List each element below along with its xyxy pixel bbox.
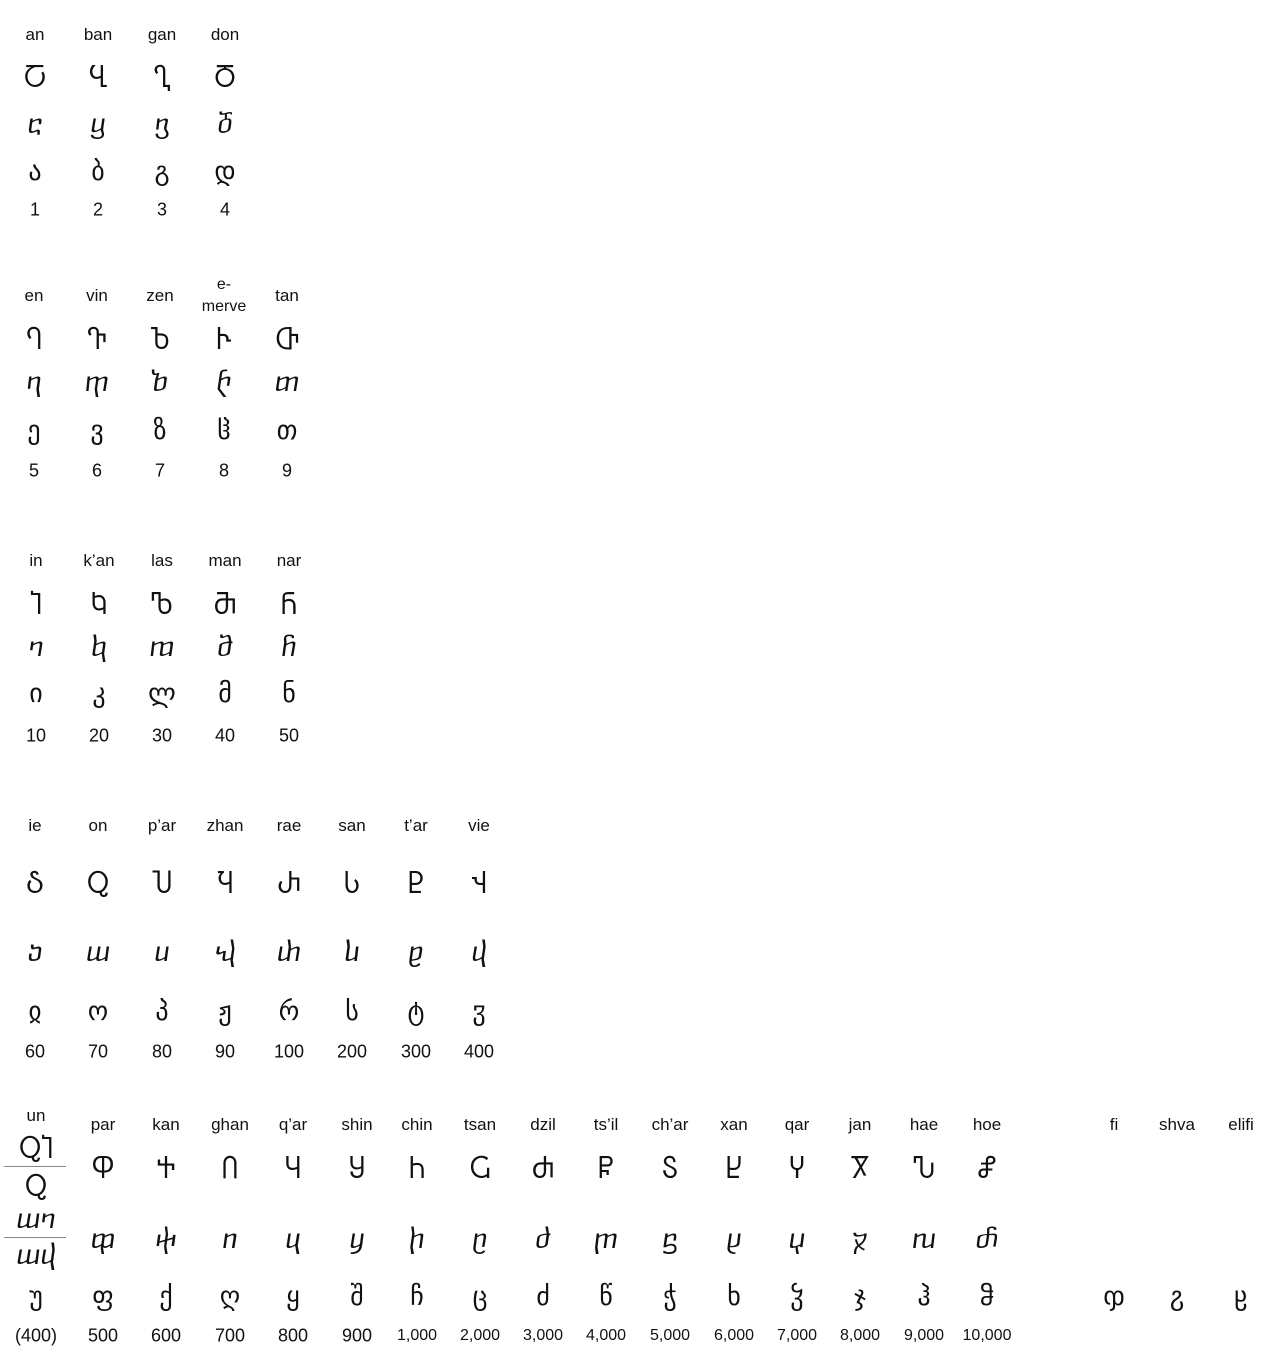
asomtavruli-letter: Ⴆ	[150, 326, 170, 356]
nuskhuri-letter: ⴖ	[222, 1225, 238, 1255]
un-nuskhuri-pair: ⴍⴈ	[16, 1205, 56, 1235]
nuskhuri-letter: ⴥ	[975, 1225, 999, 1255]
asomtavruli-letter: Ⴇ	[275, 326, 299, 356]
nuskhuri-letter: ⴢ	[27, 938, 43, 968]
numeric-value: 5	[28, 460, 40, 481]
nuskhuri-letter: ⴁ	[90, 110, 106, 140]
un-numeric-value: (400)	[14, 1325, 58, 1346]
nuskhuri-letter: ⴡ	[216, 368, 232, 398]
numeric-value: 4,000	[585, 1327, 627, 1344]
mkhedruli-letter: ჱ	[217, 416, 231, 446]
un-asomtavruli-pair: ႭႨ	[19, 1135, 53, 1165]
nuskhuri-letter: ⴋ	[216, 633, 234, 663]
mkhedruli-letter: ჳ	[472, 997, 486, 1027]
numeric-value: 500	[87, 1325, 119, 1346]
asomtavruli-letter: Ⴔ	[91, 1155, 115, 1185]
mkhedruli-letter: ჲ	[28, 997, 42, 1027]
asomtavruli-letter: Ⴅ	[87, 326, 107, 356]
numeric-value: 1	[29, 199, 41, 220]
nuskhuri-letter: ⴃ	[217, 110, 233, 140]
mkhedruli-letter: პ	[155, 997, 169, 1027]
letter-name: ch’ar	[651, 1115, 689, 1134]
mkhedruli-letter: ლ	[148, 679, 176, 709]
nuskhuri-letter: ⴍ	[85, 938, 111, 968]
letter-name: jan	[848, 1115, 872, 1134]
nuskhuri-letter: ⴇ	[274, 368, 300, 398]
mkhedruli-letter: ჭ	[663, 1282, 677, 1312]
letter-name: tsan	[463, 1115, 497, 1134]
numeric-value: 7,000	[776, 1327, 818, 1344]
numeric-value: 1,000	[396, 1327, 438, 1344]
mkhedruli-letter: ა	[28, 157, 42, 187]
asomtavruli-letter: Ⴁ	[88, 64, 108, 94]
numeric-value: 6	[91, 460, 103, 481]
letter-name: man	[208, 551, 242, 570]
nuskhuri-letter: ⴄ	[26, 368, 42, 398]
extra-mkhedruli-letter: ჷ	[1169, 1282, 1185, 1312]
mkhedruli-letter: ჟ	[218, 997, 232, 1027]
numeric-value: 60	[24, 1041, 46, 1062]
nuskhuri-letter: ⴎ	[154, 938, 170, 968]
asomtavruli-letter: Ⴢ	[26, 870, 44, 900]
numeric-value: 8,000	[839, 1327, 881, 1344]
letter-name: vie	[468, 816, 490, 835]
mkhedruli-letter: ე	[27, 416, 41, 446]
letter-name: xan	[720, 1115, 748, 1134]
letter-name: ie	[28, 816, 42, 835]
asomtavruli-letter: Ⴣ	[471, 870, 487, 900]
numeric-value: 300	[400, 1041, 432, 1062]
nuskhuri-letter: ⴕ	[155, 1225, 177, 1255]
asomtavruli-letter: Ⴄ	[26, 326, 42, 356]
nuskhuri-letter: ⴔ	[90, 1225, 116, 1255]
mkhedruli-letter: ღ	[219, 1282, 241, 1312]
letter-name: hoe	[972, 1115, 1002, 1134]
asomtavruli-letter: Ⴚ	[469, 1155, 491, 1185]
asomtavruli-letter: Ⴕ	[156, 1155, 176, 1185]
asomtavruli-letter: Ⴎ	[151, 870, 173, 900]
letter-name: dzil	[530, 1115, 556, 1134]
nuskhuri-letter: ⴛ	[534, 1225, 552, 1255]
letter-name: rae	[276, 816, 302, 835]
asomtavruli-letter: Ⴛ	[531, 1155, 555, 1185]
numeric-value: 2	[92, 199, 104, 220]
numeric-value: 9,000	[903, 1327, 945, 1344]
letter-name: zhan	[206, 816, 244, 835]
nuskhuri-letter: ⴂ	[154, 110, 170, 140]
nuskhuri-letter: ⴜ	[594, 1225, 618, 1255]
asomtavruli-letter: Ⴞ	[725, 1155, 743, 1185]
numeric-value: 400	[463, 1041, 495, 1062]
nuskhuri-letter: ⴑ	[344, 938, 360, 968]
asomtavruli-letter: Ⴘ	[348, 1155, 366, 1185]
mkhedruli-letter: დ	[214, 157, 236, 187]
asomtavruli-letter: Ⴥ	[977, 1155, 997, 1185]
numeric-value: 7	[154, 460, 166, 481]
letter-name: san	[338, 816, 366, 835]
letter-name: k’an	[83, 551, 115, 570]
letter-name: ts’il	[593, 1115, 619, 1134]
un-nuskhuri-alt: ⴍⴣ	[16, 1241, 56, 1271]
mkhedruli-letter: ნ	[282, 679, 296, 709]
nuskhuri-letter: ⴈ	[28, 633, 44, 663]
mkhedruli-letter: ხ	[727, 1282, 741, 1312]
numeric-value: 3,000	[522, 1327, 564, 1344]
asomtavruli-letter: Ⴤ	[789, 1155, 805, 1185]
numeric-value: 90	[214, 1041, 236, 1062]
mkhedruli-letter: ც	[472, 1282, 488, 1312]
letter-name: shin	[341, 1115, 373, 1134]
asomtavruli-letter: Ⴝ	[661, 1155, 679, 1185]
mkhedruli-letter: ჩ	[410, 1282, 424, 1312]
mkhedruli-letter: ჵ	[979, 1282, 995, 1312]
nuskhuri-letter: ⴤ	[788, 1225, 806, 1255]
numeric-value: 8	[218, 460, 230, 481]
numeric-value: 10,000	[962, 1327, 1012, 1344]
asomtavruli-letter: Ⴗ	[284, 1155, 302, 1185]
nuskhuri-letter: ⴝ	[662, 1225, 678, 1255]
numeric-value: 4	[219, 199, 231, 220]
numeric-value: 20	[88, 725, 110, 746]
asomtavruli-letter: Ⴏ	[216, 870, 234, 900]
asomtavruli-letter: Ⴋ	[213, 591, 237, 621]
asomtavruli-letter: Ⴖ	[221, 1155, 239, 1185]
mkhedruli-letter: ჴ	[790, 1282, 804, 1312]
nuskhuri-letter: ⴀ	[27, 110, 43, 140]
mkhedruli-letter: ი	[29, 679, 43, 709]
numeric-value: 40	[214, 725, 236, 746]
mkhedruli-letter: კ	[92, 679, 106, 709]
asomtavruli-letter: Ⴊ	[151, 591, 173, 621]
nuskhuri-letter: ⴠ	[912, 1225, 936, 1255]
letter-name: tan	[275, 286, 299, 305]
nuskhuri-letter: ⴒ	[408, 938, 424, 968]
nuskhuri-letter: ⴌ	[281, 633, 297, 663]
letter-name: ghan	[211, 1115, 249, 1134]
asomtavruli-letter: Ⴌ	[280, 591, 298, 621]
letter-name: las	[151, 551, 173, 570]
asomtavruli-letter: Ⴐ	[277, 870, 301, 900]
mkhedruli-letter: ჯ	[854, 1282, 866, 1312]
asomtavruli-letter: Ⴠ	[913, 1155, 935, 1185]
letter-name: par	[90, 1115, 116, 1134]
asomtavruli-letter: Ⴙ	[408, 1155, 426, 1185]
mkhedruli-letter: ბ	[91, 157, 105, 187]
letter-name: zen	[146, 286, 174, 305]
un-divider-lower	[4, 1237, 66, 1238]
mkhedruli-letter: ქ	[159, 1282, 173, 1312]
mkhedruli-letter: ო	[87, 997, 109, 1027]
numeric-value: 6,000	[713, 1327, 755, 1344]
numeric-value: 700	[214, 1325, 246, 1346]
letter-name: nar	[276, 551, 302, 570]
asomtavruli-letter: Ⴟ	[850, 1155, 870, 1185]
extra-mkhedruli-letter: ჶ	[1103, 1282, 1125, 1312]
numeric-value: 10	[25, 725, 47, 746]
asomtavruli-letter: Ⴂ	[153, 64, 171, 94]
letter-name: q’ar	[278, 1115, 308, 1134]
letter-name: e- merve	[201, 276, 247, 315]
numeric-value: 600	[150, 1325, 182, 1346]
nuskhuri-letter: ⴗ	[285, 1225, 301, 1255]
extra-letter-name: fi	[1109, 1115, 1119, 1134]
mkhedruli-letter: შ	[350, 1282, 364, 1312]
letter-name: kan	[152, 1115, 180, 1134]
nuskhuri-letter: ⴟ	[852, 1225, 868, 1255]
asomtavruli-letter: Ⴡ	[216, 326, 232, 356]
letter-name: chin	[401, 1115, 433, 1134]
asomtavruli-letter: Ⴃ	[214, 64, 236, 94]
mkhedruli-letter: თ	[276, 416, 298, 446]
letter-name: en	[24, 286, 44, 305]
mkhedruli-letter: ს	[345, 997, 359, 1027]
nuskhuri-letter: ⴉ	[91, 633, 107, 663]
extra-mkhedruli-letter: ჸ	[1234, 1282, 1248, 1312]
asomtavruli-letter: Ⴀ	[23, 64, 47, 94]
extra-letter-name: shva	[1159, 1115, 1195, 1134]
mkhedruli-letter: ძ	[536, 1282, 550, 1312]
numeric-value: 900	[341, 1325, 373, 1346]
letter-name: in	[29, 551, 43, 570]
asomtavruli-letter: Ⴉ	[90, 591, 108, 621]
numeric-value: 80	[151, 1041, 173, 1062]
un-asomtavruli-alt: Ⴍ	[24, 1173, 48, 1203]
mkhedruli-letter: ჰ	[917, 1282, 931, 1312]
numeric-value: 50	[278, 725, 300, 746]
letter-name: vin	[86, 286, 108, 305]
mkhedruli-letter: ზ	[153, 416, 167, 446]
letter-name-un: un	[26, 1106, 46, 1125]
asomtavruli-letter: Ⴍ	[86, 870, 110, 900]
letter-name: ban	[83, 25, 113, 44]
numeric-value: 800	[277, 1325, 309, 1346]
nuskhuri-letter: ⴅ	[85, 368, 109, 398]
nuskhuri-letter: ⴊ	[149, 633, 175, 663]
mkhedruli-letter: ტ	[407, 997, 425, 1027]
asomtavruli-letter: Ⴈ	[30, 591, 42, 621]
letter-name: don	[210, 25, 240, 44]
letter-name: gan	[147, 25, 177, 44]
un-mkhedruli: უ	[29, 1282, 43, 1312]
mkhedruli-letter: ფ	[92, 1282, 114, 1312]
un-divider-upper	[4, 1166, 66, 1167]
letter-name: an	[25, 25, 45, 44]
nuskhuri-letter: ⴘ	[349, 1225, 365, 1255]
nuskhuri-letter: ⴞ	[726, 1225, 742, 1255]
nuskhuri-letter: ⴣ	[471, 938, 487, 968]
mkhedruli-letter: გ	[154, 157, 170, 187]
mkhedruli-letter: ყ	[286, 1282, 300, 1312]
asomtavruli-letter: Ⴜ	[598, 1155, 614, 1185]
mkhedruli-letter: წ	[599, 1282, 613, 1312]
nuskhuri-letter: ⴐ	[276, 938, 302, 968]
asomtavruli-letter: Ⴒ	[407, 870, 425, 900]
extra-letter-name: elifi	[1228, 1115, 1254, 1134]
numeric-value: 3	[156, 199, 168, 220]
nuskhuri-letter: ⴙ	[409, 1225, 425, 1255]
nuskhuri-letter: ⴆ	[151, 368, 169, 398]
letter-name: qar	[784, 1115, 810, 1134]
mkhedruli-letter: ვ	[90, 416, 104, 446]
letter-name: on	[88, 816, 108, 835]
numeric-value: 30	[151, 725, 173, 746]
mkhedruli-letter: რ	[278, 997, 300, 1027]
letter-name: hae	[909, 1115, 939, 1134]
numeric-value: 9	[281, 460, 293, 481]
numeric-value: 70	[87, 1041, 109, 1062]
numeric-value: 5,000	[649, 1327, 691, 1344]
letter-name: p’ar	[147, 816, 177, 835]
letter-name: t’ar	[404, 816, 428, 835]
mkhedruli-letter: მ	[218, 679, 232, 709]
nuskhuri-letter: ⴚ	[472, 1225, 488, 1255]
numeric-value: 200	[336, 1041, 368, 1062]
numeric-value: 2,000	[459, 1327, 501, 1344]
asomtavruli-letter: Ⴑ	[343, 870, 361, 900]
numeric-value: 100	[273, 1041, 305, 1062]
nuskhuri-letter: ⴏ	[214, 938, 236, 968]
